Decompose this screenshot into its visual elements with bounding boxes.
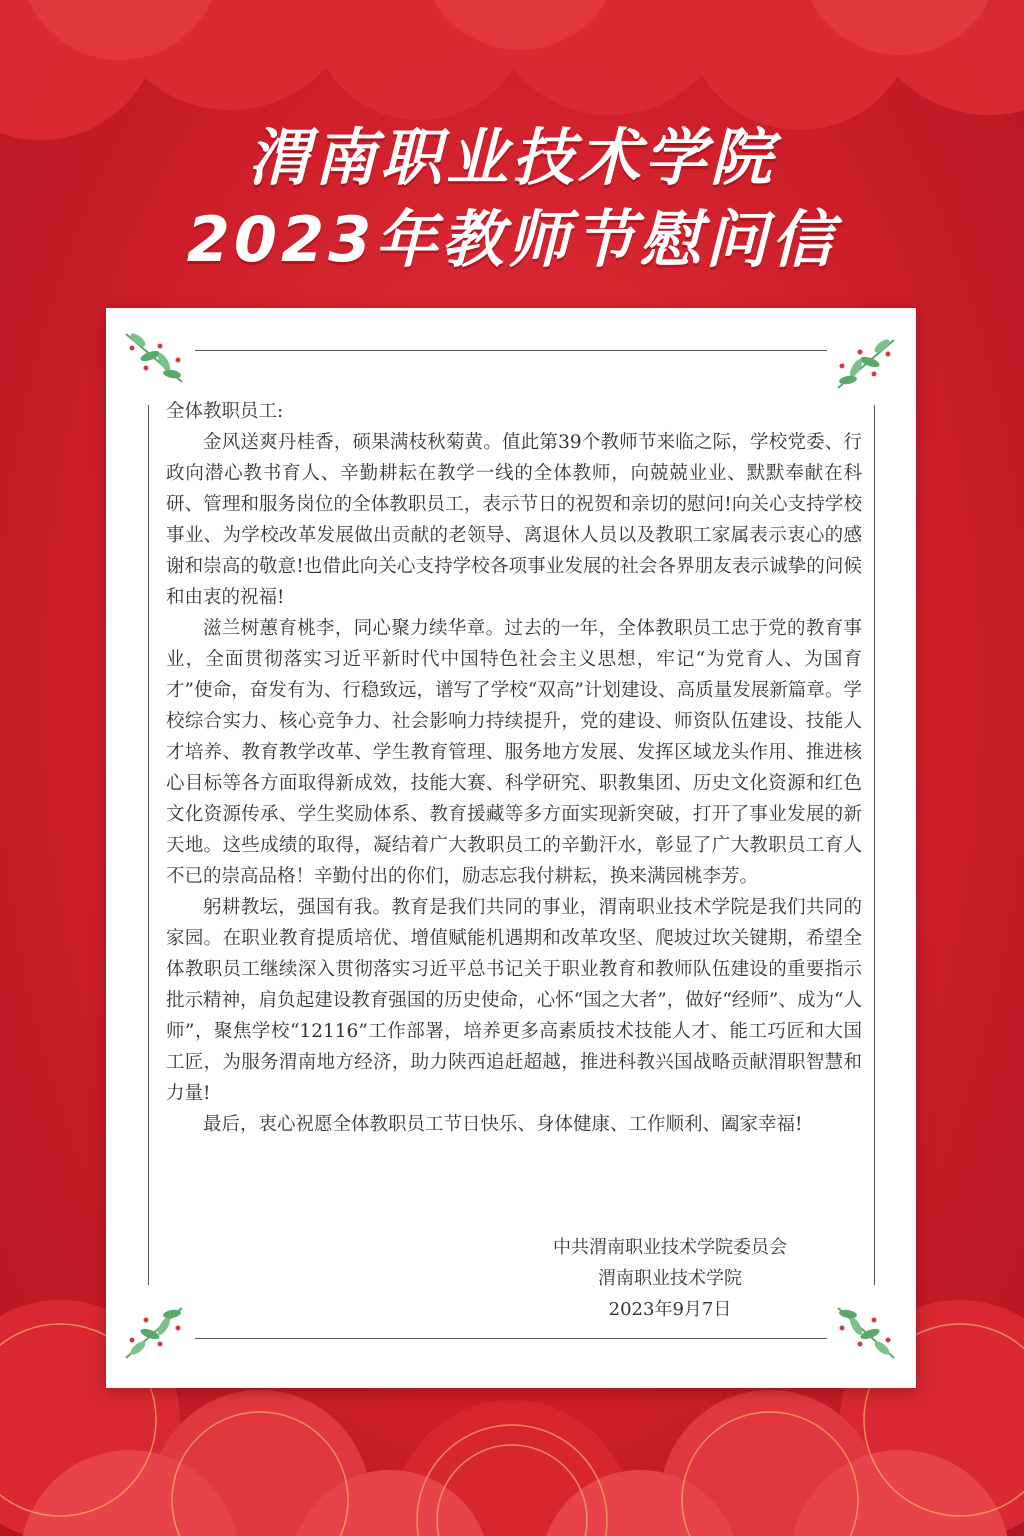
salutation: 全体教职员工:	[166, 401, 284, 422]
signature-org-party-committee: 中共渭南职业技术学院委员会	[553, 1237, 787, 1258]
frame-bottom-line	[195, 1338, 827, 1339]
signature-date: 2023年9月7日	[608, 1299, 732, 1320]
frame-top-line	[195, 350, 827, 351]
paragraph-2: 滋兰树蕙育桃李，同心聚力续华章。过去的一年，全体教职员工忠于党的教育事业，全面贯彻落实习近平新时代中国特色社会主义思想，牢记“为党育人、为国育才”使命，奋发有为、行稳致远，谱写了学校“双高”计划建设、高质量发展新篇章。学校综合实力、核心竞争力、社会影响力持续提升，党的建设、师资队伍建设、技能人才培养、教育教学改革、学生教育管理、服务地方发展、发挥区域龙头作用、推进核心目标等各方面取得新成效，技能大赛、科学研究、职教集团、历史文化资源和红色文化资源传承、学生奖励体系、教育援藏等多方面实现新突破，打开了事业发展的新天地。这些成绩的取得，凝结着广大教职员工的辛勤汗水，彰显了广大教职员工育人不已的崇高品格！辛勤付出的你们，励志忘我付耕耘，换来满园桃李芳。	[166, 618, 862, 887]
title-line-2: 2023年教师节慰问信	[186, 203, 838, 276]
holly-sprig-icon	[830, 332, 900, 394]
paragraph-4: 最后，衷心祝愿全体教职员工节日快乐、身体健康、工作顺利、阖家幸福!	[203, 1114, 803, 1135]
holly-sprig-icon	[120, 1302, 190, 1364]
signature-block	[530, 1232, 810, 1325]
frame-left-line	[148, 405, 149, 1285]
holly-sprig-icon	[120, 326, 190, 388]
paragraph-1: 金风送爽丹桂香，硕果满枝秋菊黄。值此第39个教师节来临之际，学校党委、行政向潜心教书育人、辛勤耕耘在教学一线的全体教师，向兢兢业业、默默奉献在科研、管理和服务岗位的全体教职员工，表示节日的祝贺和亲切的慰问!向关心支持学校事业、为学校改革发展做出贡献的老领导、离退休人员以及教职工家属表示衷心的感谢和崇高的敬意!也借此向关心支持学校各项事业发展的社会各界朋友表示诚挚的问候和由衷的祝福!	[166, 432, 862, 608]
paragraph-3: 躬耕教坛，强国有我。教育是我们共同的事业，渭南职业技术学院是我们共同的家园。在职业教育提质培优、增值赋能机遇期和改革攻坚、爬坡过坎关键期，希望全体教职员工继续深入贯彻落实习近平总书记关于职业教育和教师队伍建设的重要指示批示精神，肩负起建设教育强国的历史使命，心怀“国之大者”，做好“经师”、成为“人师”，聚焦学校“12116”工作部署，培养更多高素质技术技能人才、能工巧匠和大国工匠，为服务渭南地方经济，助力陕西追赶超越，推进科教兴国战略贡献渭职智慧和力量!	[166, 897, 862, 1104]
signature-org-college: 渭南职业技术学院	[598, 1268, 742, 1289]
holly-sprig-icon	[830, 1302, 900, 1364]
frame-right-line	[874, 405, 875, 1285]
letter-body	[166, 396, 862, 1140]
title-line-1: 渭南职业技术学院	[247, 121, 776, 194]
